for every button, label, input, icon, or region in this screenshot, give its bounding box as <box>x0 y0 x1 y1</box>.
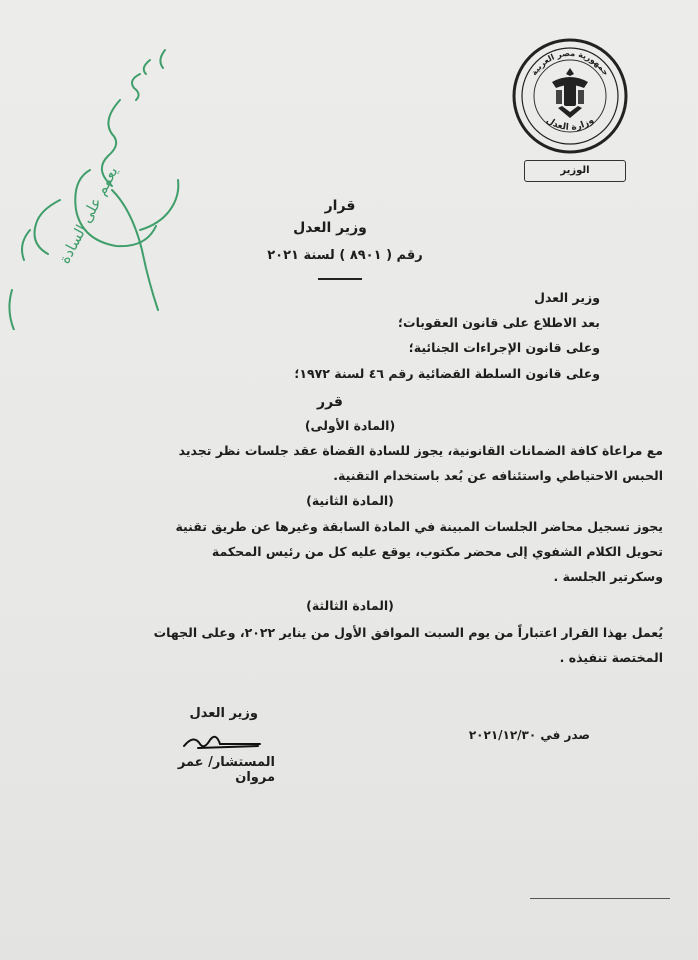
article-2-heading: (المادة الثانية) <box>306 493 394 508</box>
signature-scribble <box>178 728 268 754</box>
article-3-body <box>23 620 663 670</box>
article-2-line-2: تحويل الكلام الشفوي إلى محضر مكتوب، يوقع عليه كل من رئيس المحكمة <box>211 544 663 559</box>
article-2-line-3: وسكرتير الجلسة . <box>553 569 663 584</box>
article-3-line-1: يُعمل بهذا القرار اعتباراً من يوم السبت الموافق الأول من يناير ٢٠٢٢، وعلى الجهات <box>153 625 663 640</box>
decree-issuer: وزير العدل <box>293 220 367 236</box>
article-2-body <box>23 514 663 589</box>
preamble-line-1: بعد الاطلاع على قانون العقوبات؛ <box>398 315 600 330</box>
seal-label: الوزير <box>524 160 626 182</box>
article-2-line-1: يجوز تسجيل محاضر الجلسات المبينة في المادة السابقة وغيرها عن طريق تقنية <box>175 519 663 534</box>
article-3-heading: (المادة الثالثة) <box>306 598 394 613</box>
seal-top-text: جمهورية مصر العربية <box>529 48 611 78</box>
preamble-line-3: وعلى قانون السلطة القضائية رقم ٤٦ لسنة ١٩٧٢؛ <box>294 366 600 381</box>
signature-title: وزير العدل <box>189 706 258 721</box>
decree-number: رقم ( ٨٩٠١ ) لسنة ٢٠٢١ <box>267 248 423 263</box>
preamble-minister: وزير العدل <box>534 290 600 305</box>
issued-date: صدر في ٢٠٢١/١٢/٣٠ <box>468 728 590 742</box>
article-1-line-1: مع مراعاة كافة الضمانات القانونية، يجوز للسادة القضاة عقد جلسات نظر تجديد <box>178 443 663 458</box>
preamble-decided: قرر <box>317 394 343 410</box>
header-divider <box>318 278 362 280</box>
eagle-icon <box>552 68 588 118</box>
handwritten-note-graphic <box>0 30 230 330</box>
seal-bottom-text: وزارة العدل <box>544 115 596 133</box>
decree-title: قرار <box>324 198 356 214</box>
article-1-heading: (المادة الأولى) <box>304 418 396 433</box>
article-1-body <box>23 438 663 488</box>
svg-text:وزارة العدل <box>544 116 596 133</box>
bottom-rule <box>530 898 670 899</box>
preamble-line-2: وعلى قانون الإجراءات الجنائية؛ <box>408 340 600 355</box>
ministry-seal <box>512 38 628 154</box>
handwritten-note-text: يعمم على السادة <box>55 163 122 267</box>
article-1-line-2: الحبس الاحتياطي واستئنافه عن بُعد باستخدام التقنية. <box>333 468 663 483</box>
article-3-line-2: المختصة تنفيذه . <box>559 650 663 665</box>
signature-name: المستشار/ عمر مروان <box>177 755 275 785</box>
